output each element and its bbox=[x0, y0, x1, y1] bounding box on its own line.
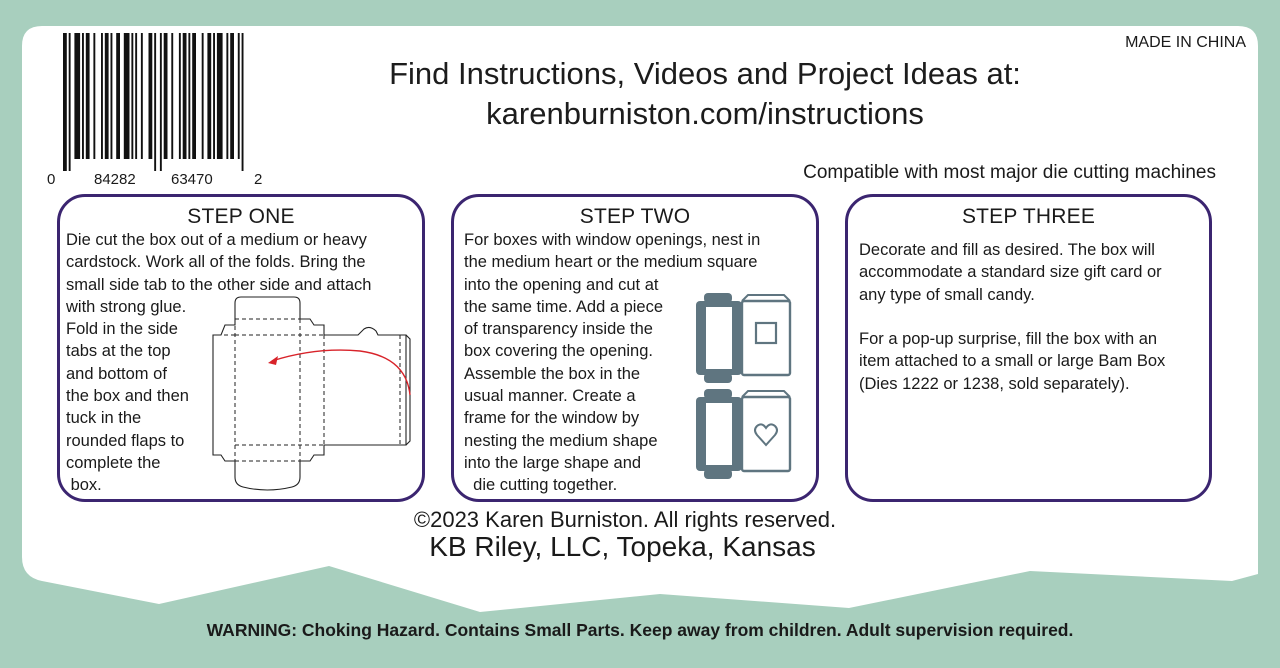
step-one-line: the box and then bbox=[66, 387, 189, 406]
step-one-line: Fold in the side bbox=[66, 320, 178, 339]
barcode-bar bbox=[154, 33, 156, 171]
step-one-line: box. bbox=[66, 476, 102, 495]
barcode-bar bbox=[188, 33, 190, 159]
barcode-bar bbox=[63, 33, 67, 171]
barcode-digit-lead: 0 bbox=[47, 171, 56, 188]
step-one-line: rounded flaps to bbox=[66, 431, 185, 450]
barcode-bar bbox=[149, 33, 153, 159]
barcode-bar bbox=[93, 33, 95, 159]
barcode-bar bbox=[101, 33, 103, 159]
company-address: KB Riley, LLC, Topeka, Kansas bbox=[429, 531, 816, 562]
step-three-line: accommodate a standard size gift card or bbox=[859, 263, 1162, 282]
barcode-bar bbox=[242, 33, 244, 171]
step-two-line: the medium heart or the medium square bbox=[464, 253, 758, 272]
step-one-line: complete the bbox=[66, 453, 161, 472]
warning-text: Choking Hazard. Contains Small Parts. Keep away from children. Adult supervision required. bbox=[297, 620, 1074, 640]
step-one-line: tuck in the bbox=[66, 409, 142, 428]
barcode-bar bbox=[192, 33, 196, 159]
barcode-bar bbox=[164, 33, 168, 159]
step-three-line: item attached to a small or large Bam Box bbox=[859, 352, 1166, 371]
headline bbox=[330, 54, 1080, 134]
barcode-bar bbox=[171, 33, 173, 159]
step-two-line: nesting the medium shape bbox=[464, 431, 658, 450]
step-two-line: of transparency inside the bbox=[464, 320, 653, 339]
barcode-bar bbox=[160, 33, 162, 171]
barcode-bar bbox=[135, 33, 137, 159]
compatibility-note: Compatible with most major die cutting machines bbox=[803, 162, 1216, 183]
barcode bbox=[62, 33, 250, 171]
step-three-line: (Dies 1222 or 1238, sold separately). bbox=[859, 374, 1130, 393]
barcode-bar bbox=[238, 33, 240, 159]
choking-hazard-warning bbox=[0, 620, 1280, 641]
barcode-bar bbox=[69, 33, 71, 171]
step-two-line: frame for the window by bbox=[464, 409, 640, 428]
step-one-line: small side tab to the other side and attach bbox=[66, 275, 372, 294]
step-two-line: into the opening and cut at bbox=[464, 275, 659, 294]
step-three-line: any type of small candy. bbox=[859, 285, 1035, 304]
barcode-bar bbox=[124, 33, 130, 159]
step-two-line: die cutting together. bbox=[464, 476, 618, 495]
step-one-panel bbox=[57, 194, 425, 502]
barcode-bar bbox=[82, 33, 84, 159]
step-three-line bbox=[859, 306, 1165, 328]
step-two-line: For boxes with window openings, nest in bbox=[464, 231, 761, 249]
step-three-title: STEP THREE bbox=[961, 205, 1096, 228]
step-one-line: with strong glue. bbox=[66, 297, 187, 316]
step-one-line: cardstock. Work all of the folds. Bring the bbox=[66, 253, 366, 272]
step-one-line: and bottom of bbox=[66, 364, 167, 383]
step-two-line: usual manner. Create a bbox=[464, 387, 636, 406]
barcode-bar bbox=[183, 33, 187, 159]
copyright-notice: ©2023 Karen Burniston. All rights reserved. bbox=[413, 507, 837, 532]
heart-window-box-icon bbox=[694, 389, 794, 479]
step-three-line: For a pop-up surprise, fill the box with an bbox=[859, 330, 1158, 349]
barcode-bar bbox=[105, 33, 109, 159]
warning-label: WARNING: bbox=[206, 620, 298, 640]
step-two-line: the same time. Add a piece bbox=[464, 297, 664, 316]
barcode-bar bbox=[111, 33, 113, 159]
headline-line-1: Find Instructions, Videos and Project Ideas at: bbox=[389, 56, 1021, 91]
barcode-bar bbox=[86, 33, 90, 159]
square-window-box-icon bbox=[694, 293, 794, 383]
barcode-bar bbox=[116, 33, 120, 159]
step-two-line: Assemble the box in the bbox=[464, 364, 641, 383]
step-two-line: box covering the opening. bbox=[464, 342, 653, 361]
barcode-bar bbox=[217, 33, 223, 159]
barcode-digit-group-2: 63470 bbox=[171, 171, 213, 188]
step-one-title: STEP ONE bbox=[187, 205, 295, 228]
step-one-line: tabs at the top bbox=[66, 342, 171, 361]
barcode-bar bbox=[141, 33, 143, 159]
headline-link[interactable]: karenburniston.com/instructions bbox=[486, 96, 924, 131]
barcode-bar bbox=[207, 33, 211, 159]
barcode-bar bbox=[131, 33, 133, 159]
step-one-line: Die cut the box out of a medium or heavy bbox=[66, 231, 367, 249]
barcode-digit-group-1: 84282 bbox=[94, 171, 136, 188]
barcode-bar bbox=[230, 33, 234, 159]
step-two-panel bbox=[451, 194, 819, 502]
unfolded-box-template-icon bbox=[210, 295, 418, 495]
barcode-bar bbox=[226, 33, 228, 159]
step-three-text bbox=[859, 239, 1165, 395]
barcode-digit-check: 2 bbox=[254, 171, 263, 188]
barcode-bar bbox=[74, 33, 80, 159]
barcode-bar bbox=[202, 33, 204, 159]
barcode-bar bbox=[213, 33, 215, 159]
step-two-line: into the large shape and bbox=[464, 453, 642, 472]
barcode-digits bbox=[47, 171, 267, 191]
step-three-line: Decorate and fill as desired. The box will bbox=[859, 241, 1155, 259]
step-three-panel bbox=[845, 194, 1212, 502]
barcode-bar bbox=[179, 33, 181, 159]
step-two-title: STEP TWO bbox=[579, 205, 691, 228]
made-in-label: MADE IN CHINA bbox=[1125, 34, 1246, 51]
